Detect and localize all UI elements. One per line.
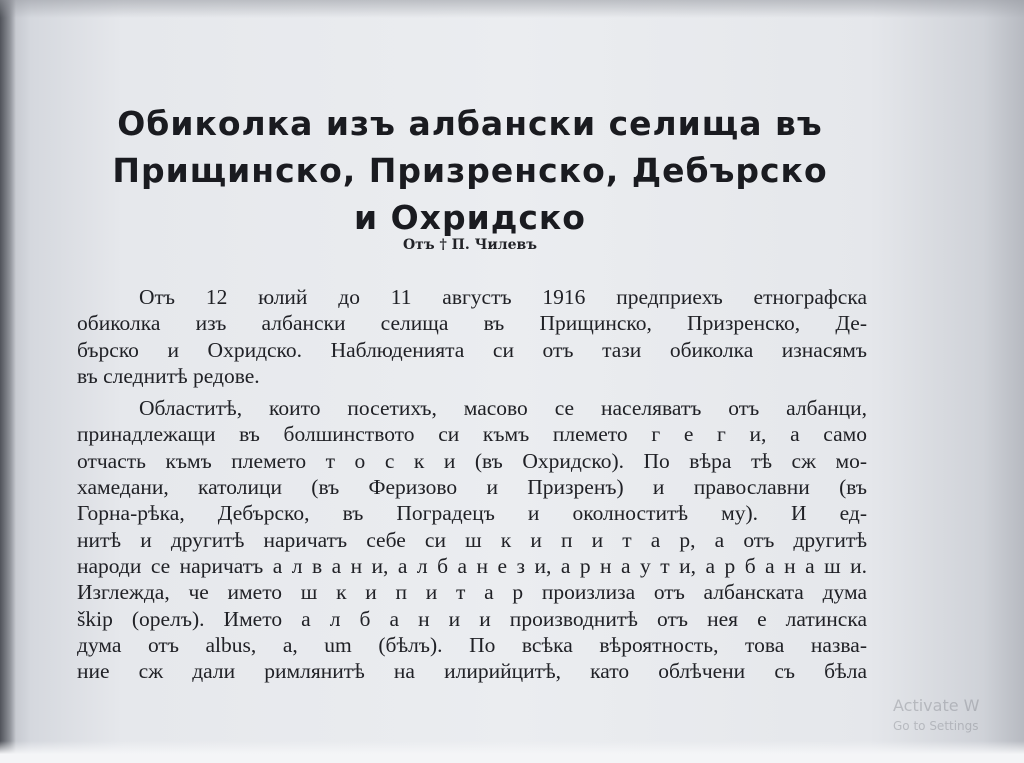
page-bottom-fade xyxy=(0,741,1024,763)
text-line: хамедани, католици (въ Феризово и Призренъ) и православни (въ xyxy=(77,475,867,500)
text-line: обиколка изъ албански селища въ Прищинско, Призренско, Де- xyxy=(77,311,867,336)
text-line: Изглежда, че името ш к и п и т а р произлиза отъ албанската дума xyxy=(77,580,867,605)
text-line: Горна-рѣка, Дебърско, въ Поградецъ и околноститѣ му). И ед- xyxy=(77,501,867,526)
text-line: škip (орелъ). Името а л б а н и и производнитѣ отъ нея е латинска xyxy=(77,606,867,631)
text-line: ние сж дали римлянитѣ на илирийцитѣ, като облѣчени съ бѣла xyxy=(77,659,867,684)
page-top-shadow xyxy=(0,0,1024,18)
watermark-line-2: Go to Settings xyxy=(893,719,979,733)
text-line: Областитѣ, които посетихъ, масово се населяватъ отъ албанци, xyxy=(139,396,867,421)
paragraph-1 xyxy=(77,284,867,389)
text-line: народи се наричатъ а л в а н и, а л б а н е з и, а р н а у т и, а р б а н а ш и. xyxy=(77,553,867,578)
title-line-2: Прищинско, Призренско, Дебърско xyxy=(112,151,828,190)
author-byline: Отъ † П. Чилевъ xyxy=(402,237,538,253)
title-line-1: Обиколка изъ албански селища въ xyxy=(117,104,823,143)
article-title xyxy=(70,100,870,241)
watermark-line-1: Activate W xyxy=(893,696,980,715)
text-line: бърско и Охридско. Наблюденията си отъ тази обиколка изнасямъ xyxy=(77,337,867,362)
text-line: принадлежащи въ болшинството си къмъ племето г е г и, а само xyxy=(77,422,867,447)
page-edge-shadow xyxy=(0,0,16,763)
text-line: дума отъ albus, a, um (бѣлъ). По всѣка вѣроятность, това назва- xyxy=(77,632,867,657)
title-line-3: и Охридско xyxy=(354,198,586,237)
text-line: Отъ 12 юлий до 11 августъ 1916 предприехъ етнографска xyxy=(139,285,867,309)
paragraph-2 xyxy=(77,395,867,684)
text-line: отчасть къмъ племето т о с к и (въ Охридско). По вѣра тѣ сж мо- xyxy=(77,448,867,473)
activation-watermark xyxy=(893,696,979,736)
text-line: нитѣ и другитѣ наричатъ себе си ш к и п и т а р, а отъ другитѣ xyxy=(77,527,867,552)
text-line: въ следнитѣ редове. xyxy=(77,363,260,388)
article-body xyxy=(77,284,867,684)
